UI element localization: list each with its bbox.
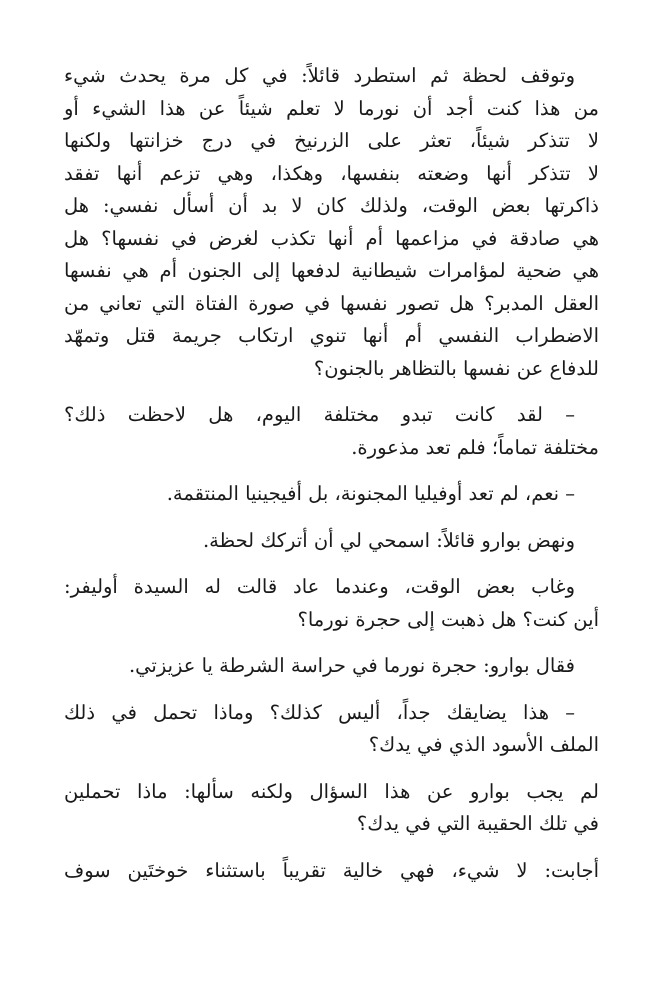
text-line: الاضطراب النفسي أم أنها تنوي ارتكاب جريمة قتل وتمهّد xyxy=(64,324,599,347)
paragraph-4 xyxy=(64,525,599,558)
text-line: الملف الأسود الذي في يدك؟ xyxy=(368,733,599,756)
text-line: أين كنت؟ هل ذهبت إلى حجرة نورما؟ xyxy=(297,607,599,631)
text-line: ذاكرتها بعض الوقت، ولذلك كان لا بد أن أسأل نفسي: هل xyxy=(64,194,599,217)
text-line: لا تتذكر أنها وضعته بنفسها، وهكذا، وهي تزعم أنها تفقد xyxy=(64,161,599,185)
paragraph-1 xyxy=(64,60,599,385)
text-line: وتوقف لحظة ثم استطرد قائلاً: في كل مرة يحدث شيء xyxy=(64,64,575,87)
text-line: العقل المدبر؟ هل تصور نفسها في صورة الفتاة التي تعاني من xyxy=(64,291,599,315)
paragraph-7 xyxy=(64,697,599,762)
text-line: لم يجب بوارو عن هذا السؤال ولكنه سألها: ماذا تحملين xyxy=(64,779,599,803)
text-line: هي ضحية لمؤامرات شيطانية لدفعها إلى الجنون أم هي نفسها xyxy=(64,259,599,282)
paragraph-8 xyxy=(64,776,599,841)
text-line: من هذا كنت أجد أن نورما لا تعلم شيئاً عن هذا الشيء أو xyxy=(64,96,599,120)
text-line: – نعم، لم تعد أوفيليا المجنونة، بل أفيجينيا المنتقمة. xyxy=(166,482,575,505)
text-line: لا تتذكر شيئاً، تعثر على الزرنيخ في درج خزانتها ولكنها xyxy=(64,129,599,152)
text-line: مختلفة تماماً؛ فلم تعد مذعورة. xyxy=(351,435,599,459)
text-line: في تلك الحقيبة التي في يدك؟ xyxy=(356,812,599,835)
paragraph-5 xyxy=(64,571,599,636)
text-line: فقال بوارو: حجرة نورما في حراسة الشرطة يا عزيزتي. xyxy=(128,654,575,677)
paragraph-2 xyxy=(64,399,599,464)
paragraph-6 xyxy=(64,650,599,683)
text-line: وغاب بعض الوقت، وعندما عاد قالت له السيدة أوليفر: xyxy=(64,575,575,598)
text-line: أجابت: لا شيء، فهي خالية تقريباً باستثناء خوختَين سوف xyxy=(64,858,599,882)
paragraph-9 xyxy=(64,855,599,888)
paragraph-3 xyxy=(64,478,599,511)
text-line: هي صادقة في مزاعمها أم أنها تكذب لغرض في نفسها؟ هل xyxy=(64,226,599,250)
text-line: – هذا يضايقك جداً، أليس كذلك؟ وماذا تحمل في ذلك xyxy=(64,700,575,724)
text-line: ونهض بوارو قائلاً: اسمحي لي أن أتركك لحظة. xyxy=(202,528,575,552)
text-line: للدفاع عن نفسها بالتظاهر بالجنون؟ xyxy=(313,356,599,380)
text-line: – لقد كانت تبدو مختلفة اليوم، هل لاحظت ذلك؟ xyxy=(64,403,575,426)
